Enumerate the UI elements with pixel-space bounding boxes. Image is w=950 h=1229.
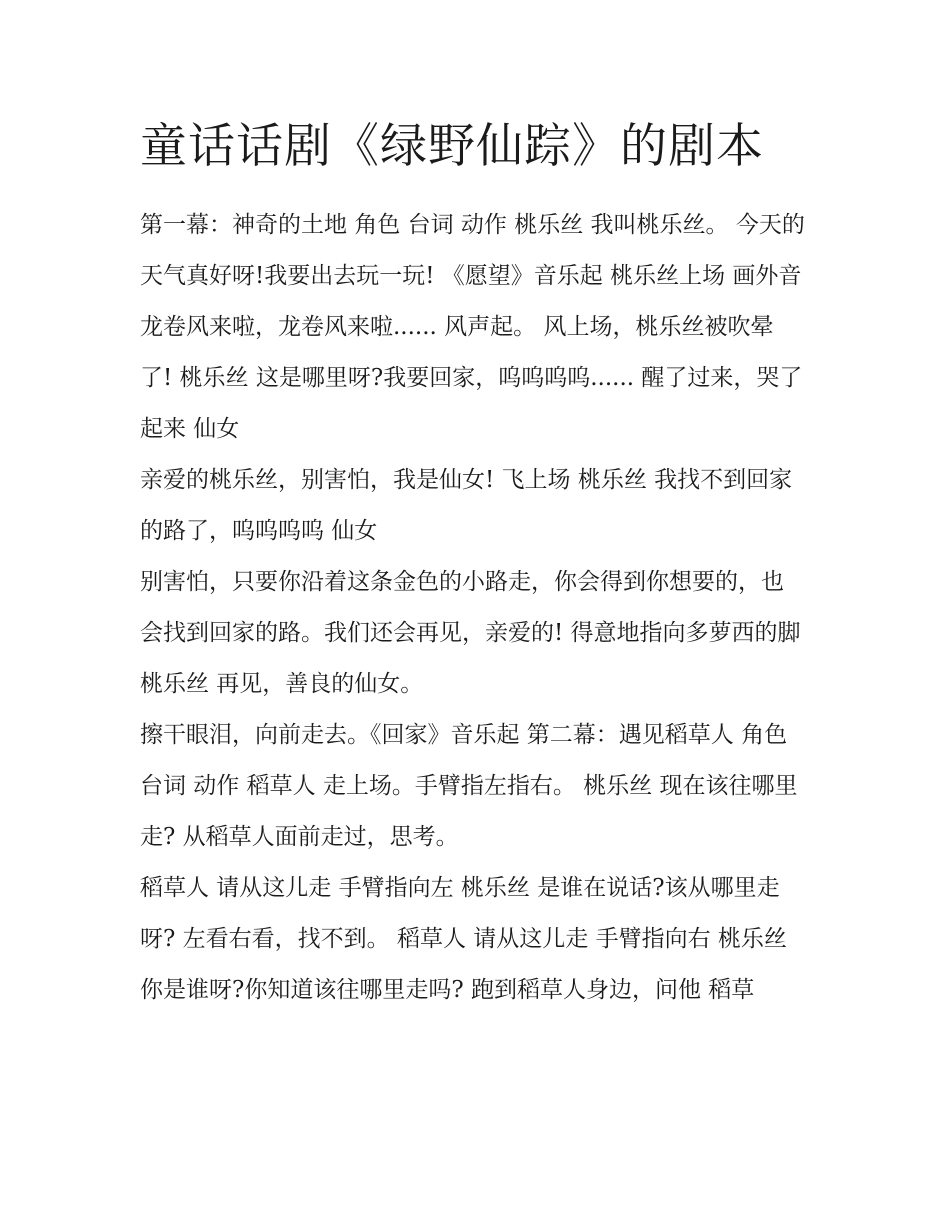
paragraph-1: 第一幕：神奇的土地 角色 台词 动作 桃乐丝 我叫桃乐丝。 今天的天气真好呀!我要出去玩一玩! 《愿望》音乐起 桃乐丝上场 画外音	[140, 212, 805, 289]
paragraph-2: 龙卷风来啦，龙卷风来啦...... 风声起。 风上场，桃乐丝被吹晕了! 桃乐丝 这是哪里呀?我要回家，呜呜呜呜...... 醒了过来，哭了起来 仙女	[140, 314, 803, 442]
paragraph-4: 别害怕，只要你沿着这条金色的小路走，你会得到你想要的，也会找到回家的路。我们还会再见，亲爱的! 得意地指向多萝西的脚 桃乐丝 再见，善良的仙女。	[140, 569, 801, 697]
paragraph-5: 擦干眼泪，向前走去。《回家》音乐起 第二幕：遇见稻草人 角色 台词 动作 稻草人 走上场。手臂指左指右。 桃乐丝 现在该往哪里走? 从稻草人面前走过，思考。	[140, 722, 798, 850]
paragraph-6: 稻草人 请从这儿走 手臂指向左 桃乐丝 是谁在说话?该从哪里走呀? 左看右看，找不到。 稻草人 请从这儿走 手臂指向右 桃乐丝	[140, 875, 787, 952]
document-page	[140, 112, 805, 1016]
document-title: 童话话剧《绿野仙踪》的剧本	[140, 119, 764, 174]
paragraph-7: 你是谁呀?你知道该往哪里走吗? 跑到稻草人身边，问他 稻草	[140, 977, 755, 1003]
paragraph-3: 亲爱的桃乐丝，别害怕，我是仙女! 飞上场 桃乐丝 我找不到回家的路了，呜呜呜呜 仙女	[140, 467, 793, 544]
